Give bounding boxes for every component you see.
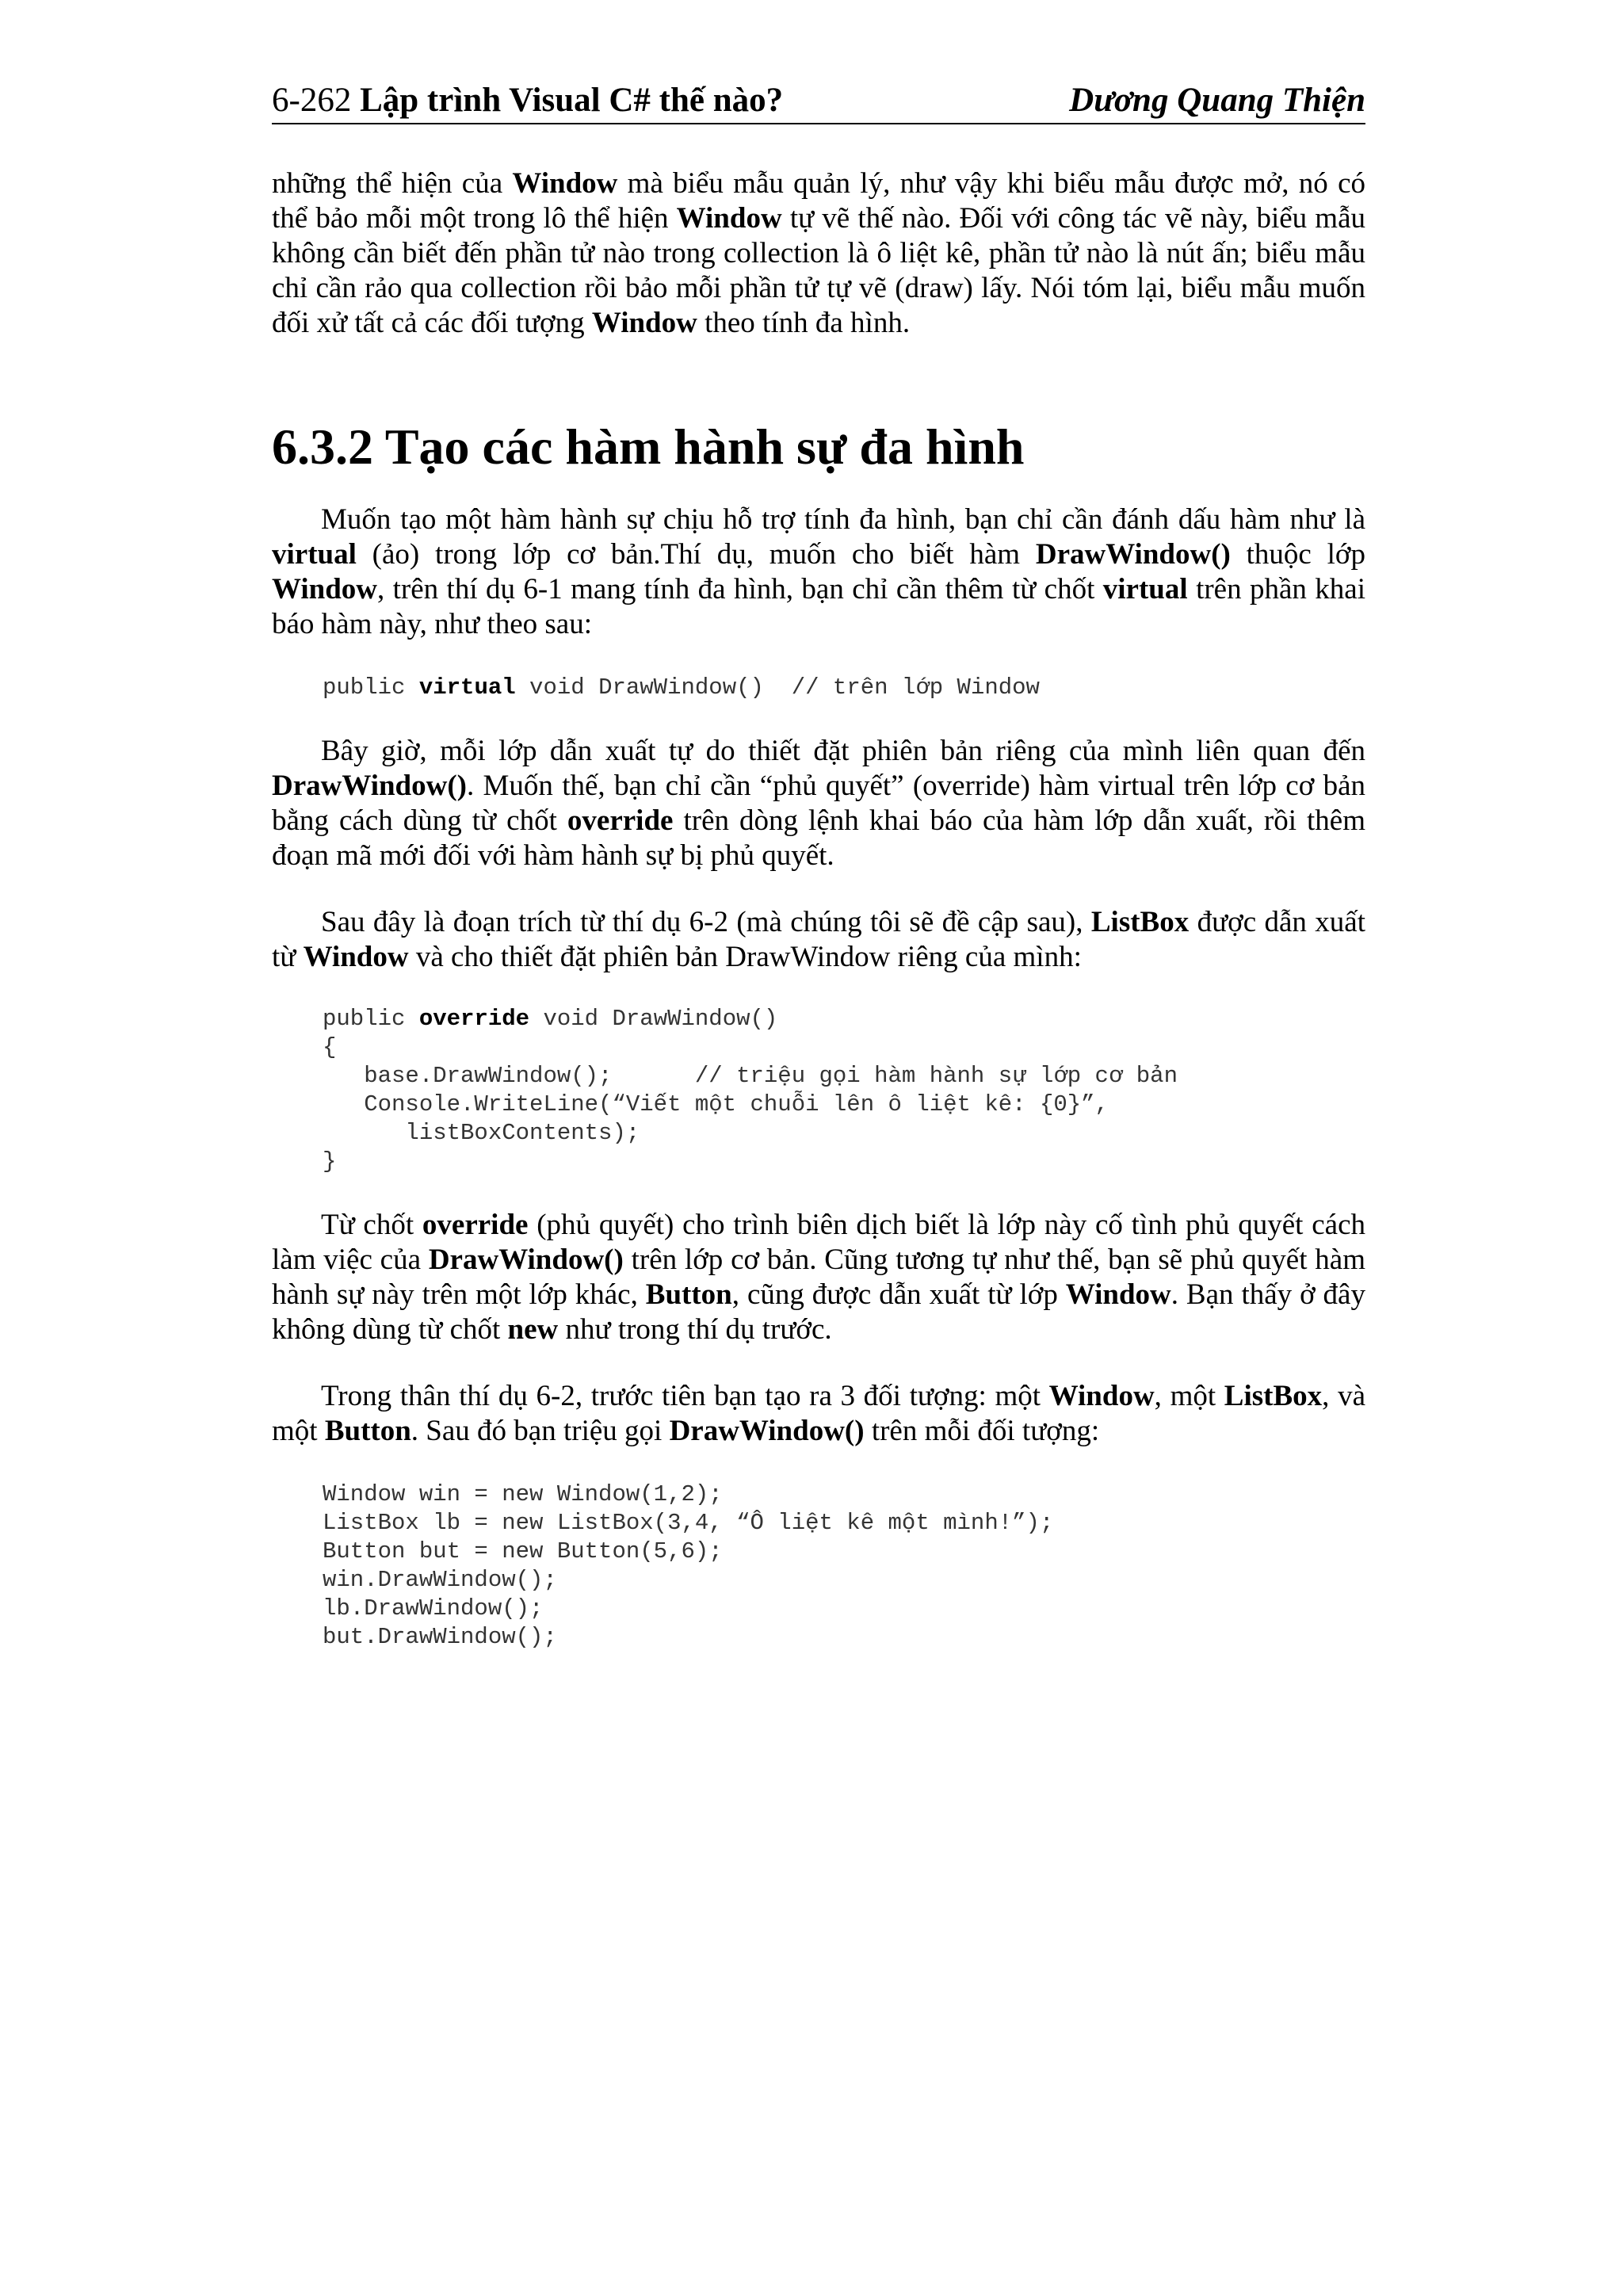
code-block-objects: Window win = new Window(1,2); ListBox lb = new ListBox(3,4, “Ô liệt kê một mình!”); Button but = new Button(5,6); win.DrawWindow(); lb.DrawWindow(); but.DrawWindow(); xyxy=(323,1481,1054,1650)
paragraph-listbox: Sau đây là đoạn trích từ thí dụ 6-2 (mà chúng tôi sẽ đề cập sau), ListBox được dẫn xuất từ Window và cho thiết đặt phiên bản DrawWindow riêng của mình: xyxy=(272,906,1365,973)
book-title: Lập trình Visual C# thế nào? xyxy=(360,82,784,119)
section-heading: 6.3.2 Tạo các hàm hành sự đa hình xyxy=(272,418,1025,475)
author-name: Dương Quang Thiện xyxy=(1069,82,1365,119)
code-block-override: public override void DrawWindow() { base.DrawWindow(); // triệu gọi hàm hành sự lớp cơ bản Console.WriteLine(“Viết một chuỗi lên ô liệt kê: {0}”, listBoxContents); } xyxy=(323,1006,1178,1175)
page-body xyxy=(272,166,1365,1652)
header-left xyxy=(272,81,783,120)
paragraph-override-keyword: Từ chốt override (phủ quyết) cho trình biên dịch biết là lớp này cố tình phủ quyết cách làm việc của DrawWindow() trên lớp cơ bản. Cũng tương tự như thế, bạn sẽ phủ quyết hàm hành sự này trên một lớp khác, Button, cũng được dẫn xuất từ lớp Window. Bạn thấy ở đây không dùng từ chốt new như trong thí dụ trước. xyxy=(272,1209,1365,1346)
paragraph-override: Bây giờ, mỗi lớp dẫn xuất tự do thiết đặt phiên bản riêng của mình liên quan đến DrawWindow(). Muốn thế, bạn chỉ cần “phủ quyết” (override) hàm virtual trên lớp cơ bản bằng cách dùng từ chốt override trên dòng lệnh khai báo của hàm lớp dẫn xuất, rồi thêm đoạn mã mới đối với hàm hành sự bị phủ quyết. xyxy=(272,735,1366,872)
page-header xyxy=(272,75,1365,124)
code-block-virtual: public virtual void DrawWindow() // trên lớp Window xyxy=(323,674,1040,701)
page-number: 6-262 xyxy=(272,82,352,119)
paragraph-virtual: Muốn tạo một hàm hành sự chịu hỗ trợ tính đa hình, bạn chỉ cần đánh dấu hàm như là virtual (ảo) trong lớp cơ bản.Thí dụ, muốn cho biết hàm DrawWindow() thuộc lớp Window, trên thí dụ 6-1 mang tính đa hình, bạn chỉ cần thêm từ chốt virtual trên phần khai báo hàm này, như theo sau: xyxy=(272,503,1366,640)
paragraph-intro: những thể hiện của Window mà biểu mẫu quản lý, như vậy khi biểu mẫu được mở, nó có thể bảo mỗi một trong lô thể hiện Window tự vẽ thế nào. Đối với công tác vẽ này, biểu mẫu không cần biết đến phần tử nào trong collection là ô liệt kê, phần tử nào là nút ấn; biểu mẫu chỉ cần rảo qua collection rồi bảo mỗi phần tử tự vẽ (draw) lấy. Nói tóm lại, biểu mẫu muốn đối xử tất cả các đối tượng Window theo tính đa hình. xyxy=(272,167,1366,339)
paragraph-example: Trong thân thí dụ 6-2, trước tiên bạn tạo ra 3 đối tượng: một Window, một ListBox, và một Button. Sau đó bạn triệu gọi DrawWindow() trên mỗi đối tượng: xyxy=(272,1380,1365,1447)
